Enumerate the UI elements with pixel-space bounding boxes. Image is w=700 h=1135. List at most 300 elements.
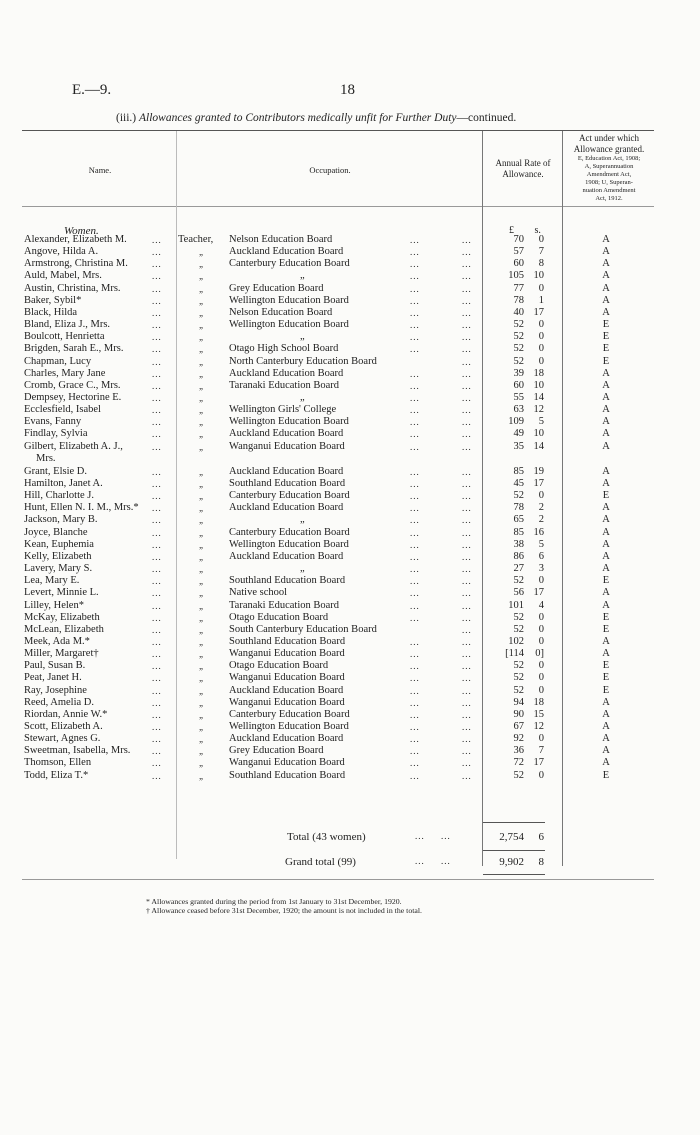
row-occupation: Native school	[229, 587, 288, 599]
row-leader-dots: ...	[152, 271, 162, 282]
row-name: Riordan, Annie W.*	[24, 708, 108, 720]
row-leader-dots: ...	[462, 356, 472, 367]
row-occupation: Auckland Education Board	[229, 550, 344, 562]
row-leader-dots: ...	[462, 466, 472, 477]
row-leader-dots: ...	[152, 722, 162, 732]
row-act: A	[602, 550, 610, 562]
row-leader-dots: ...	[410, 697, 420, 708]
row-name: Stewart, Agnes G.	[24, 733, 101, 745]
row-shillings: 0	[538, 490, 544, 502]
row-shillings: 12	[533, 721, 544, 732]
row-leader-dots: ...	[410, 417, 420, 428]
row-leader-dots: ...	[462, 392, 472, 403]
row-leader-dots: ...	[410, 479, 420, 489]
table-row	[0, 733, 700, 745]
act-header-note5: nuation Amendment	[582, 187, 636, 194]
row-leader-dots: ...	[462, 283, 472, 294]
ditto-mark: „	[199, 673, 205, 684]
row-leader-dots: ...	[152, 247, 162, 258]
row-leader-dots: ...	[152, 235, 162, 245]
table-row	[0, 539, 700, 551]
table-subtitle	[116, 112, 516, 124]
ditto-mark: „	[199, 539, 205, 550]
rate-column-header	[484, 158, 562, 180]
row-pounds: 63	[513, 404, 524, 416]
row-leader-dots: ...	[462, 673, 472, 684]
row-pounds: 101	[508, 599, 524, 611]
row-act: A	[602, 270, 610, 282]
row-leader-dots: ...	[462, 515, 472, 526]
row-leader-dots: ...	[410, 429, 420, 440]
row-act: A	[602, 721, 610, 732]
row-shillings: 2	[538, 502, 544, 514]
row-leader-dots: ...	[462, 503, 472, 514]
row-occupation: Canterbury Education Board	[229, 490, 350, 502]
row-shillings: 0	[538, 684, 544, 696]
ditto-mark: „	[199, 295, 205, 306]
row-pounds: 85	[513, 526, 524, 538]
table-row	[0, 612, 700, 624]
table-row	[0, 660, 700, 672]
row-leader-dots: ...	[410, 271, 420, 282]
row-leader-dots: ...	[410, 247, 420, 258]
row-leader-dots: ...	[152, 405, 162, 416]
row-name: Ray, Josephine	[24, 684, 87, 696]
row-name: Alexander, Elizabeth M.	[24, 234, 127, 245]
row-pounds: 109	[508, 416, 524, 428]
row-leader-dots: ...	[462, 576, 472, 587]
row-leader-dots: ...	[462, 368, 472, 379]
row-leader-dots: ...	[462, 441, 472, 452]
row-act: A	[602, 416, 610, 428]
row-pounds: 86	[513, 550, 524, 562]
row-shillings: 16	[533, 526, 544, 538]
row-pounds: 77	[513, 282, 524, 294]
row-pounds: 52	[513, 355, 524, 367]
table-row	[0, 295, 700, 307]
row-leader-dots: ...	[462, 697, 472, 708]
ditto-mark: „	[199, 612, 205, 623]
row-occupation: Canterbury Education Board	[229, 526, 350, 538]
row-name: Ecclesfield, Isabel	[24, 404, 101, 416]
ditto-mark: „	[199, 332, 205, 343]
row-pounds: 52	[513, 684, 524, 696]
row-leader-dots: ...	[410, 320, 420, 331]
row-occupation: Wanganui Education Board	[229, 648, 345, 660]
row-leader-dots: ...	[152, 697, 162, 708]
rate-header-line1: Annual Rate of	[495, 158, 551, 168]
row-shillings: 15	[533, 708, 544, 720]
row-name: Meek, Ada M.*	[24, 635, 90, 647]
table-row	[0, 478, 700, 490]
row-leader-dots: ...	[152, 770, 162, 781]
row-leader-dots: ...	[152, 600, 162, 611]
row-shillings: 19	[533, 465, 544, 477]
subtitle-suffix: —continued.	[456, 112, 517, 124]
row-occupation: „	[300, 331, 305, 343]
row-leader-dots: ...	[462, 624, 472, 635]
ditto-mark: „	[199, 441, 205, 452]
row-act: A	[602, 465, 610, 477]
row-act: A	[602, 258, 610, 270]
row-act: A	[602, 599, 610, 611]
row-leader-dots: ...	[410, 564, 420, 575]
row-occupation: Otago High School Board	[229, 343, 339, 355]
row-name: Scott, Elizabeth A.	[24, 721, 103, 732]
row-leader-dots: ...	[152, 295, 162, 306]
grand-total-dots: ... ...	[415, 856, 451, 866]
row-act: A	[602, 367, 610, 379]
row-leader-dots: ...	[152, 612, 162, 623]
ditto-mark: „	[199, 466, 205, 477]
row-leader-dots: ...	[152, 515, 162, 526]
row-leader-dots: ...	[410, 405, 420, 416]
row-leader-dots: ...	[462, 588, 472, 599]
row-occupation: Wellington Education Board	[229, 538, 349, 550]
subtitle-italic: Allowances granted to Contributors medically unfit for Further Duty	[139, 112, 457, 124]
row-leader-dots: ...	[152, 307, 162, 318]
row-occupation: Auckland Education Board	[229, 465, 344, 477]
row-shillings: 10	[533, 428, 544, 440]
row-leader-dots: ...	[152, 283, 162, 294]
row-pounds: 67	[513, 721, 524, 732]
row-leader-dots: ...	[152, 503, 162, 514]
row-name: Joyce, Blanche	[24, 526, 88, 538]
row-occupation: Otago Education Board	[229, 660, 329, 672]
row-leader-dots: ...	[152, 380, 162, 391]
row-act: E	[602, 331, 610, 343]
row-act: A	[602, 514, 610, 526]
table-row	[0, 307, 700, 319]
footnote-dagger: † Allowance ceased before 31st December, 1920; the amount is not included in the total.	[146, 906, 422, 915]
row-act: A	[602, 635, 610, 647]
table-top-rule	[22, 130, 654, 131]
table-row	[0, 527, 700, 539]
row-act: A	[602, 526, 610, 538]
ditto-mark: „	[199, 271, 205, 282]
row-name: Boulcott, Henrietta	[24, 331, 105, 343]
table-row	[0, 600, 700, 612]
row-act: A	[602, 282, 610, 294]
teacher-prefix: Teacher,	[178, 234, 214, 245]
row-leader-dots: ...	[152, 392, 162, 403]
row-name-continuation: Mrs.	[36, 452, 56, 464]
row-act: A	[602, 538, 610, 550]
row-leader-dots: ...	[462, 479, 472, 489]
table-row	[0, 270, 700, 282]
header-bottom-rule	[22, 206, 654, 207]
row-leader-dots: ...	[462, 344, 472, 355]
row-leader-dots: ...	[462, 539, 472, 550]
total-mid-rule	[483, 850, 545, 851]
act-header-line1: Act under which	[579, 133, 639, 143]
ditto-mark: „	[199, 722, 205, 732]
ditto-mark: „	[199, 649, 205, 660]
table-row	[0, 319, 700, 331]
row-leader-dots: ...	[462, 758, 472, 769]
row-leader-dots: ...	[152, 259, 162, 270]
row-pounds: 52	[513, 660, 524, 672]
row-occupation: Canterbury Education Board	[229, 708, 350, 720]
row-occupation: Southland Education Board	[229, 769, 346, 781]
row-leader-dots: ...	[462, 259, 472, 270]
table-row	[0, 356, 700, 368]
row-name: Miller, Margaret†	[24, 648, 99, 660]
table-row	[0, 283, 700, 295]
row-occupation: Southland Education Board	[229, 575, 346, 587]
table-row	[0, 685, 700, 697]
row-leader-dots: ...	[410, 307, 420, 318]
row-leader-dots: ...	[462, 600, 472, 611]
row-pounds: 39	[513, 367, 524, 379]
ditto-mark: „	[199, 247, 205, 258]
row-shillings: 7	[538, 246, 544, 258]
row-act: E	[602, 343, 610, 355]
row-leader-dots: ...	[410, 332, 420, 343]
row-pounds: 70	[513, 234, 524, 245]
ditto-mark: „	[199, 307, 205, 318]
table-row	[0, 709, 700, 721]
ditto-mark: „	[199, 636, 205, 647]
ditto-mark: „	[199, 600, 205, 611]
row-shillings: 0	[538, 331, 544, 343]
row-leader-dots: ...	[152, 661, 162, 672]
table-row	[0, 258, 700, 270]
section-label-women: Women.	[64, 225, 99, 237]
row-act: A	[602, 745, 610, 757]
row-leader-dots: ...	[152, 746, 162, 757]
row-pounds: 57	[513, 246, 524, 258]
row-occupation: Wanganui Education Board	[229, 440, 345, 452]
row-shillings: 8	[538, 258, 544, 270]
table-row	[0, 514, 700, 526]
row-leader-dots: ...	[152, 466, 162, 477]
row-leader-dots: ...	[410, 661, 420, 672]
row-leader-dots: ...	[152, 685, 162, 696]
ditto-mark: „	[199, 503, 205, 514]
row-pounds: 38	[513, 538, 524, 550]
row-pounds: 35	[513, 440, 524, 452]
ditto-mark: „	[199, 356, 205, 367]
row-act: A	[602, 563, 610, 575]
row-act: E	[602, 672, 610, 684]
row-leader-dots: ...	[152, 356, 162, 367]
row-act: E	[602, 660, 610, 672]
row-occupation: Wanganui Education Board	[229, 696, 345, 708]
table-row	[0, 745, 700, 757]
row-leader-dots: ...	[410, 527, 420, 538]
row-act: E	[602, 355, 610, 367]
row-pounds: 52	[513, 343, 524, 355]
row-shillings: 5	[538, 416, 544, 428]
row-pounds: 92	[513, 733, 524, 745]
act-column-header	[564, 133, 654, 203]
table-row	[0, 672, 700, 684]
row-shillings: 0	[538, 623, 544, 635]
table-row-continuation	[0, 453, 700, 465]
row-leader-dots: ...	[462, 405, 472, 416]
row-leader-dots: ...	[462, 734, 472, 745]
row-occupation: Wanganui Education Board	[229, 757, 345, 769]
row-name: Gilbert, Elizabeth A. J.,	[24, 440, 123, 452]
row-leader-dots: ...	[462, 247, 472, 258]
row-name: Lea, Mary E.	[24, 575, 80, 587]
table-row	[0, 466, 700, 478]
row-shillings: 10	[533, 379, 544, 391]
table-row	[0, 636, 700, 648]
row-act: A	[602, 478, 610, 489]
women-total-pounds: 2,754	[499, 831, 524, 843]
row-name: Auld, Mabel, Mrs.	[24, 270, 102, 282]
row-shillings: 1	[538, 294, 544, 306]
row-occupation: „	[300, 563, 305, 575]
row-occupation: Canterbury Education Board	[229, 258, 350, 270]
row-leader-dots: ...	[152, 539, 162, 550]
row-pounds: 55	[513, 391, 524, 403]
row-leader-dots: ...	[152, 636, 162, 647]
row-act: A	[602, 648, 610, 660]
ditto-mark: „	[199, 320, 205, 331]
row-shillings: 17	[533, 306, 544, 318]
row-pounds: 52	[513, 672, 524, 684]
table-row	[0, 624, 700, 636]
row-leader-dots: ...	[410, 734, 420, 745]
row-leader-dots: ...	[410, 758, 420, 769]
row-leader-dots: ...	[462, 417, 472, 428]
table-row	[0, 331, 700, 343]
ditto-mark: „	[199, 429, 205, 440]
row-leader-dots: ...	[462, 307, 472, 318]
row-leader-dots: ...	[462, 564, 472, 575]
footnote-asterisk: * Allowances granted during the period from 1st January to 31st December, 1920.	[146, 897, 402, 906]
row-act: A	[602, 733, 610, 745]
row-occupation: Southland Education Board	[229, 478, 346, 489]
row-leader-dots: ...	[152, 576, 162, 587]
row-shillings: 10	[533, 270, 544, 282]
row-name: Reed, Amelia D.	[24, 696, 94, 708]
row-leader-dots: ...	[462, 551, 472, 562]
women-total-shillings: 6	[538, 831, 544, 843]
row-leader-dots: ...	[152, 429, 162, 440]
row-name: Angove, Hilda A.	[24, 246, 99, 258]
row-leader-dots: ...	[152, 527, 162, 538]
table-row	[0, 587, 700, 599]
row-act: A	[602, 708, 610, 720]
row-leader-dots: ...	[410, 441, 420, 452]
row-leader-dots: ...	[410, 600, 420, 611]
row-leader-dots: ...	[462, 746, 472, 757]
row-name: Kean, Euphemia	[24, 538, 94, 550]
row-act: A	[602, 502, 610, 514]
row-pounds: 90	[513, 708, 524, 720]
grand-total-label: Grand total (99)	[285, 856, 356, 868]
row-occupation: Auckland Education Board	[229, 684, 344, 696]
row-name: Kelly, Elizabeth	[24, 550, 92, 562]
row-occupation: Auckland Education Board	[229, 428, 344, 440]
row-shillings: 0	[538, 733, 544, 745]
row-name: Levert, Minnie L.	[24, 587, 99, 599]
row-occupation: North Canterbury Education Board	[229, 355, 377, 367]
row-pounds: 52	[513, 319, 524, 331]
row-leader-dots: ...	[410, 636, 420, 647]
row-leader-dots: ...	[410, 746, 420, 757]
row-name: Armstrong, Christina M.	[24, 258, 128, 270]
row-leader-dots: ...	[462, 429, 472, 440]
ditto-mark: „	[199, 697, 205, 708]
row-leader-dots: ...	[152, 332, 162, 343]
ditto-mark: „	[199, 564, 205, 575]
row-pounds: 56	[513, 587, 524, 599]
table-row	[0, 380, 700, 392]
row-act: A	[602, 246, 610, 258]
row-act: A	[602, 587, 610, 599]
row-leader-dots: ...	[152, 368, 162, 379]
row-name: Brigden, Sarah E., Mrs.	[24, 343, 124, 355]
row-leader-dots: ...	[410, 551, 420, 562]
table-row	[0, 416, 700, 428]
row-shillings: 17	[533, 757, 544, 769]
row-name: Paul, Susan B.	[24, 660, 86, 672]
row-name: Dempsey, Hectorine E.	[24, 391, 122, 403]
row-name: McLean, Elizabeth	[24, 623, 104, 635]
row-name: Hamilton, Janet A.	[24, 478, 103, 489]
row-leader-dots: ...	[462, 709, 472, 720]
row-shillings: 0	[538, 282, 544, 294]
row-leader-dots: ...	[152, 320, 162, 331]
ditto-mark: „	[199, 576, 205, 587]
row-leader-dots: ...	[410, 235, 420, 245]
row-leader-dots: ...	[462, 661, 472, 672]
row-leader-dots: ...	[410, 491, 420, 502]
row-leader-dots: ...	[410, 612, 420, 623]
row-leader-dots: ...	[410, 588, 420, 599]
row-act: E	[602, 623, 610, 635]
row-name: Lavery, Mary S.	[24, 563, 93, 575]
row-occupation: Auckland Education Board	[229, 367, 344, 379]
row-leader-dots: ...	[462, 320, 472, 331]
row-act: E	[602, 575, 610, 587]
unit-shillings: s.	[534, 225, 541, 236]
ditto-mark: „	[199, 758, 205, 769]
row-shillings: 5	[538, 538, 544, 550]
ditto-mark: „	[199, 380, 205, 391]
row-name: Jackson, Mary B.	[24, 514, 98, 526]
ditto-mark: „	[199, 770, 205, 781]
row-leader-dots: ...	[152, 709, 162, 720]
row-act: A	[602, 404, 610, 416]
row-shillings: 0	[538, 672, 544, 684]
row-act: A	[602, 757, 610, 769]
row-shillings: 18	[533, 696, 544, 708]
row-pounds: 102	[508, 635, 524, 647]
row-occupation: South Canterbury Education Board	[229, 623, 377, 635]
row-occupation: Nelson Education Board	[229, 234, 333, 245]
act-header-note6: Act, 1912.	[595, 195, 623, 202]
row-leader-dots: ...	[152, 673, 162, 684]
grand-total-bottom-rule	[483, 874, 545, 875]
occupation-column-header: Occupation.	[309, 165, 351, 175]
row-leader-dots: ...	[410, 576, 420, 587]
row-leader-dots: ...	[410, 392, 420, 403]
row-act: A	[602, 391, 610, 403]
row-leader-dots: ...	[410, 709, 420, 720]
row-leader-dots: ...	[462, 235, 472, 245]
row-leader-dots: ...	[462, 380, 472, 391]
row-name: McKay, Elizabeth	[24, 611, 100, 623]
row-leader-dots: ...	[410, 380, 420, 391]
row-shillings: 14	[533, 440, 544, 452]
ditto-mark: „	[199, 746, 205, 757]
